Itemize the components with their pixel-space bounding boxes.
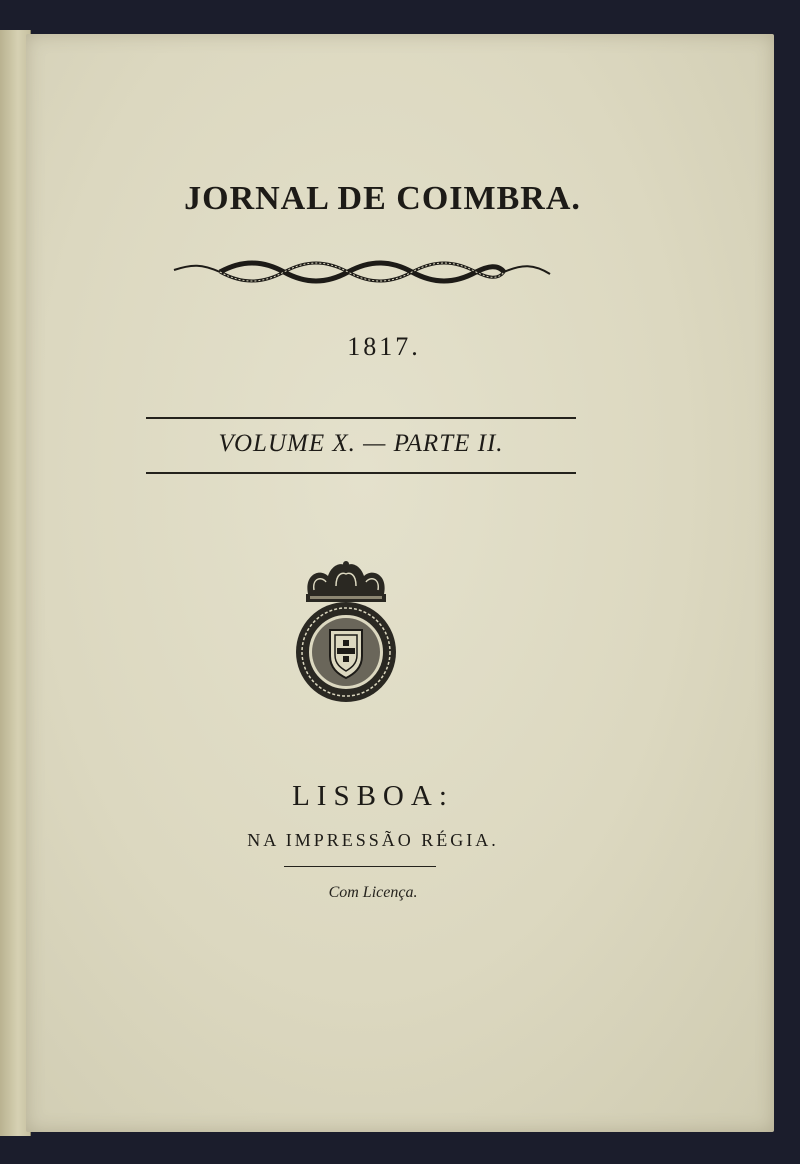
bottom-rule: [146, 472, 576, 474]
title-page: [26, 34, 774, 1132]
coat-of-arms-icon: [290, 560, 402, 706]
volume-part: VOLUME X. — PARTE II.: [218, 430, 504, 457]
short-rule: [284, 866, 436, 867]
printer-name: NA IMPRESSÃO RÉGIA.: [247, 830, 499, 850]
rope-ornament-icon: [172, 256, 552, 286]
journal-title: JORNAL DE COIMBRA.: [184, 180, 581, 217]
publication-city: LISBOA:: [292, 780, 454, 812]
top-rule: [146, 417, 576, 419]
license-note: Com Licença.: [328, 884, 418, 901]
publication-year: 1817.: [347, 332, 421, 361]
